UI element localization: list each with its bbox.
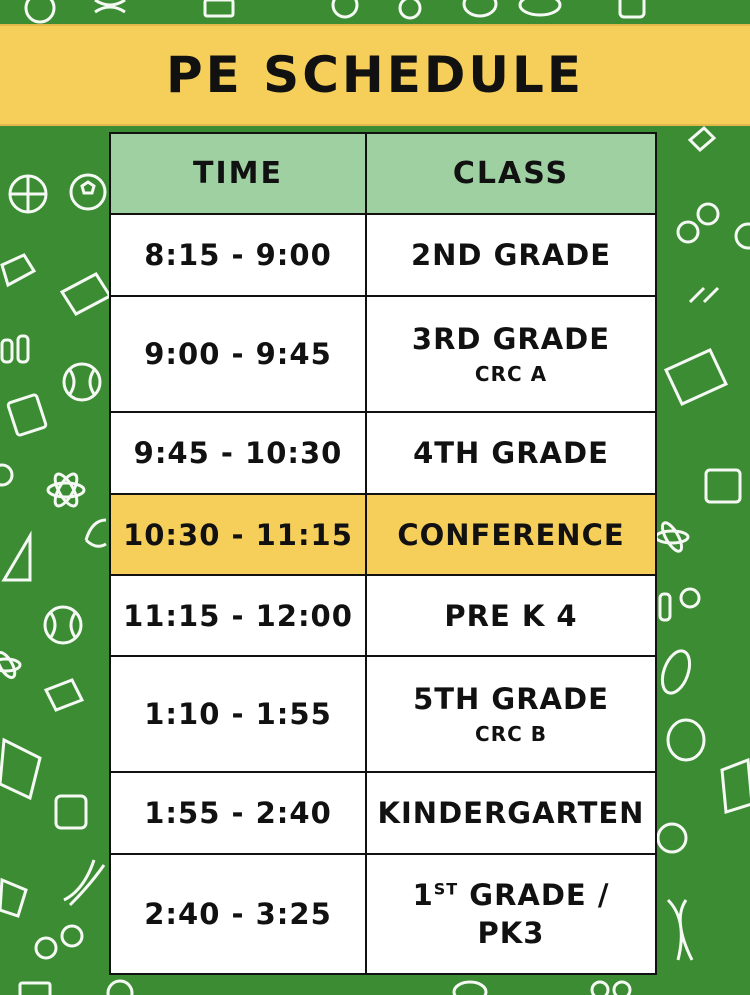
baseball-icon bbox=[45, 607, 81, 643]
table-row bbox=[110, 854, 656, 974]
globe-icon bbox=[0, 465, 12, 485]
atom-icon bbox=[48, 471, 84, 509]
book-icon bbox=[666, 350, 726, 404]
calculator-icon bbox=[7, 394, 46, 436]
soccer-ball-icon bbox=[26, 0, 54, 22]
class-name: KINDERGARTEN bbox=[377, 796, 645, 830]
headphones-icon bbox=[690, 288, 718, 302]
palette-icon bbox=[464, 0, 496, 16]
gear-icon bbox=[400, 0, 420, 18]
folder-icon bbox=[2, 255, 34, 285]
class-name: 4TH GRADE bbox=[413, 436, 609, 470]
glasses-icon bbox=[678, 204, 718, 242]
dna-icon bbox=[95, 0, 125, 12]
page-title: PE SCHEDULE bbox=[165, 46, 585, 104]
time-cell: 10:30 - 11:15 bbox=[110, 494, 366, 575]
book-icon bbox=[0, 740, 40, 798]
soccer-ball-icon bbox=[108, 981, 132, 995]
microscope-icon bbox=[690, 128, 714, 150]
backpack-icon bbox=[706, 470, 740, 502]
soccer-ball-icon bbox=[71, 175, 105, 209]
class-column-header: CLASS bbox=[366, 133, 656, 214]
class-name bbox=[413, 878, 610, 912]
time-cell: 1:10 - 1:55 bbox=[110, 656, 366, 772]
test-tube-icon bbox=[2, 336, 28, 362]
soccer-ball-icon bbox=[658, 824, 686, 852]
palette-icon bbox=[668, 720, 704, 760]
book-icon bbox=[722, 760, 750, 812]
time-cell: 9:45 - 10:30 bbox=[110, 412, 366, 494]
ruler-icon bbox=[4, 536, 30, 580]
table-row-highlighted bbox=[110, 494, 656, 575]
class-name: PRE K 4 bbox=[444, 598, 578, 633]
table-row bbox=[110, 575, 656, 656]
class-cell bbox=[366, 214, 656, 296]
title-banner bbox=[0, 24, 750, 126]
globe-icon bbox=[10, 176, 46, 212]
class-cell bbox=[366, 772, 656, 854]
time-cell: 2:40 - 3:25 bbox=[110, 854, 366, 974]
table-row bbox=[110, 412, 656, 494]
class-cell bbox=[366, 575, 656, 656]
book-icon bbox=[205, 0, 233, 16]
dna-icon bbox=[668, 900, 692, 960]
glasses-icon bbox=[36, 926, 82, 958]
time-cell: 8:15 - 9:00 bbox=[110, 214, 366, 296]
palette-icon bbox=[454, 982, 486, 995]
class-name: CONFERENCE bbox=[397, 517, 625, 552]
class-subtitle: PK3 bbox=[477, 916, 545, 950]
backpack-icon bbox=[56, 796, 86, 828]
class-name: 5TH GRADE bbox=[413, 682, 609, 716]
grade-ordinal-suffix: ST bbox=[433, 879, 459, 899]
atom-icon bbox=[0, 650, 20, 680]
dna-icon bbox=[64, 860, 104, 905]
grade-number: 1 bbox=[412, 878, 434, 912]
time-column-header: TIME bbox=[110, 133, 366, 214]
class-cell bbox=[366, 412, 656, 494]
book-icon bbox=[0, 880, 26, 916]
glasses-icon bbox=[592, 982, 630, 995]
table-row bbox=[110, 296, 656, 412]
baseball-icon bbox=[333, 0, 357, 17]
table-row bbox=[110, 214, 656, 296]
time-cell: 1:55 - 2:40 bbox=[110, 772, 366, 854]
grade-label: GRADE / bbox=[458, 878, 610, 912]
class-subtitle: CRC B bbox=[475, 722, 547, 746]
time-cell: 9:00 - 9:45 bbox=[110, 296, 366, 412]
schedule-table bbox=[109, 132, 657, 975]
table-row bbox=[110, 772, 656, 854]
test-tube-icon bbox=[660, 589, 699, 620]
table-row bbox=[110, 656, 656, 772]
baseball-icon bbox=[64, 364, 100, 400]
class-cell bbox=[366, 296, 656, 412]
book-icon bbox=[20, 983, 50, 995]
globe-icon bbox=[736, 224, 750, 248]
atom-icon bbox=[656, 520, 688, 554]
time-cell: 11:15 - 12:00 bbox=[110, 575, 366, 656]
football-icon bbox=[657, 647, 695, 697]
book-icon bbox=[46, 680, 82, 710]
headphones-icon bbox=[86, 520, 106, 546]
class-subtitle: CRC A bbox=[474, 362, 548, 386]
class-name: 2ND GRADE bbox=[410, 238, 612, 272]
table-header-row bbox=[110, 133, 656, 214]
class-cell bbox=[366, 494, 656, 575]
football-icon bbox=[520, 0, 560, 15]
class-name: 3RD GRADE bbox=[411, 322, 611, 356]
backpack-icon bbox=[620, 0, 644, 17]
book-icon bbox=[62, 274, 110, 314]
class-cell bbox=[366, 656, 656, 772]
class-cell bbox=[366, 854, 656, 974]
